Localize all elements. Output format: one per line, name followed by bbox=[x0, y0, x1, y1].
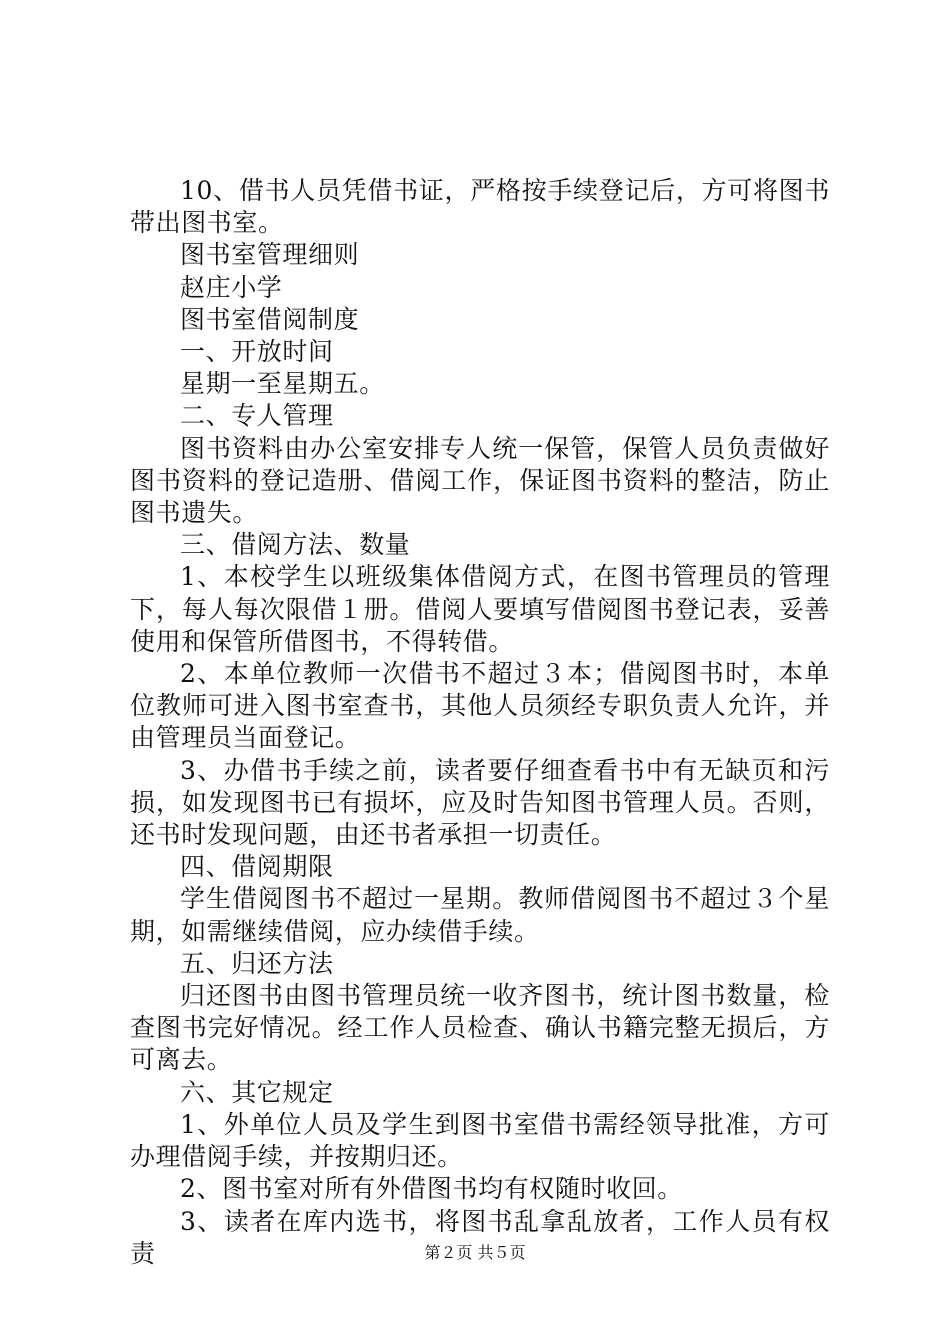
paragraph: 1、本校学生以班级集体借阅方式，在图书管理员的管理下，每人每次限借１册。借阅人要填写借阅图书登记表，妥善使用和保管所借图书，不得转借。 bbox=[130, 562, 830, 656]
paragraph: 图书资料由办公室安排专人统一保管，保管人员负责做好图书资料的登记造册、借阅工作，保证图书资料的整洁，防止图书遗失。 bbox=[130, 433, 830, 528]
paragraph: 学生借阅图书不超过一星期。教师借阅图书不超过３个星期，如需继续借阅，应办续借手续。 bbox=[130, 884, 830, 946]
section-heading: 六、其它规定 bbox=[180, 1077, 334, 1107]
document-title: 图书室借阅制度 bbox=[180, 304, 360, 334]
school-name: 赵庄小学 bbox=[180, 272, 283, 302]
document-body bbox=[130, 175, 830, 1270]
section-heading: 五、归还方法 bbox=[180, 948, 334, 978]
paragraph: 1、外单位人员及学生到图书室借书需经领导批准，方可办理借阅手续，并按期归还。 bbox=[130, 1109, 830, 1172]
paragraph: 10、借书人员凭借书证，严格按手续登记后，方可将图书带出图书室。 bbox=[130, 176, 830, 238]
paragraph: 2、图书室对所有外借图书均有权随时收回。 bbox=[180, 1174, 683, 1204]
section-heading: 三、借阅方法、数量 bbox=[180, 530, 411, 560]
paragraph: 3、办借书手续之前，读者要仔细查看书中有无缺页和污损，如发现图书已有损坏，应及时告知图书管理人员。否则，还书时发现问题，由还书者承担一切责任。 bbox=[130, 755, 830, 850]
paragraph: 星期一至星期五。 bbox=[180, 369, 385, 399]
section-heading: 二、专人管理 bbox=[180, 401, 334, 431]
paragraph: 归还图书由图书管理员统一收齐图书，统计图书数量，检查图书完好情况。经工作人员检查、确认书籍完整无损后，方可离去。 bbox=[130, 981, 830, 1075]
paragraph: 3、读者在库内选书，将图书乱拿乱放者，工作人员有权责 bbox=[130, 1206, 830, 1268]
section-heading: 四、借阅期限 bbox=[180, 852, 334, 882]
paragraph: 2、本单位教师一次借书不超过３本；借阅图书时，本单位教师可进入图书室查书，其他人员须经专职负责人允许，并由管理员当面登记。 bbox=[130, 659, 830, 753]
section-heading: 图书室管理细则 bbox=[180, 240, 360, 270]
page-number-footer: 第２页 共５页 bbox=[424, 1243, 526, 1262]
section-heading: 一、开放时间 bbox=[180, 337, 334, 367]
